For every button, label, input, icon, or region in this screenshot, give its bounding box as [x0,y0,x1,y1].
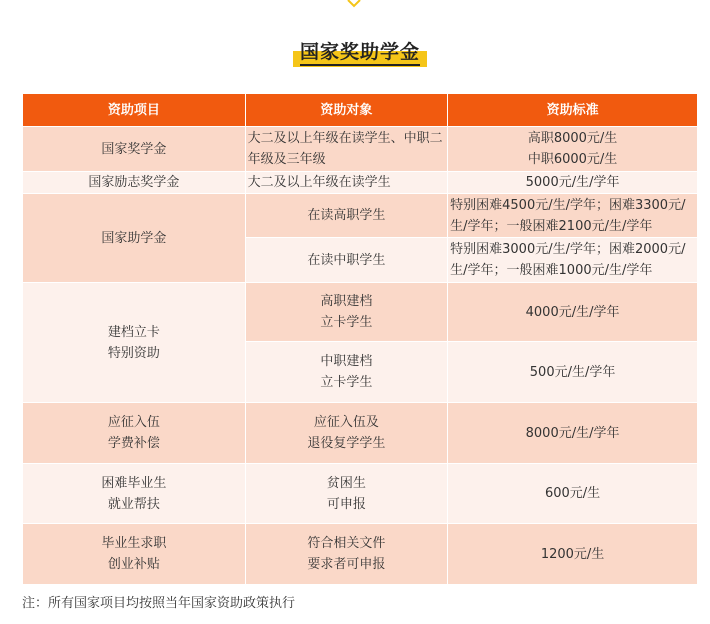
cell-item [23,524,246,585]
cell-target [245,403,448,464]
cell-target: 在读中职学生 [245,238,448,283]
page-title: 国家奖助学金 [300,41,420,66]
cell-standard [448,127,698,172]
cell-line: 贫困生 [326,475,366,491]
header-target: 资助对象 [245,94,448,127]
cell-line: 毕业生求职 [101,536,167,551]
cell-standard: 600元/生 [448,464,698,524]
cell-standard: 4000元/生/学年 [448,283,698,342]
section-title [293,34,427,68]
cell-item: 国家奖学金 [23,127,246,172]
cell-line: 建档立卡 [107,324,160,340]
cell-item [23,283,246,403]
table-row [23,464,698,524]
cell-line: 退役复学学生 [307,436,386,451]
cell-target: 大二及以上年级在读学生、中职二年级及三年级 [245,127,448,172]
cell-item: 国家励志奖学金 [23,172,246,194]
cell-standard: 8000元/生/学年 [448,403,698,464]
cell-target [245,342,448,403]
cell-target: 大二及以上年级在读学生 [245,172,448,194]
cell-line: 高职8000元/生 [527,131,618,146]
table-row [23,403,698,464]
cell-line: 中职建档 [320,354,373,369]
cell-line: 应征入伍 [107,415,160,430]
cell-line: 特别资助 [107,345,160,361]
footnote: 注：所有国家项目均按照当年国家资助政策执行 [22,596,296,611]
cell-item [23,403,246,464]
cell-line: 学费补偿 [107,436,160,451]
cell-standard: 1200元/生 [448,524,698,585]
cell-standard: 5000元/生/学年 [448,172,698,194]
header-standard: 资助标准 [448,94,698,127]
header-item: 资助项目 [23,94,246,127]
cell-line: 高职建档 [320,294,373,309]
cell-line: 就业帮扶 [107,496,160,512]
chevron-down-icon [347,0,361,8]
cell-target [245,524,448,585]
cell-target [245,464,448,524]
cell-line: 中职6000元/生 [527,152,618,167]
table-row [23,127,698,172]
cell-item: 国家助学金 [23,194,246,283]
table-row [23,524,698,585]
cell-line: 创业补贴 [107,557,160,572]
cell-standard: 特别困难3000元/生/学年；困难2000元/生/学年；一般困难1000元/生/学年 [448,238,698,283]
table-header-row [23,94,698,127]
cell-standard: 500元/生/学年 [448,342,698,403]
cell-target [245,283,448,342]
cell-line: 要求者可申报 [307,557,386,572]
aid-table [22,93,698,585]
cell-line: 立卡学生 [320,315,373,330]
cell-line: 可申报 [326,496,366,512]
cell-target: 在读高职学生 [245,194,448,238]
table-row [23,172,698,194]
table-row [23,194,698,238]
table-row [23,283,698,342]
cell-item [23,464,246,524]
cell-line: 应征入伍及 [313,415,379,430]
cell-line: 立卡学生 [320,375,373,390]
cell-line: 困难毕业生 [101,475,167,491]
cell-standard: 特别困难4500元/生/学年；困难3300元/生/学年；一般困难2100元/生/学年 [448,194,698,238]
cell-line: 符合相关文件 [307,536,386,551]
